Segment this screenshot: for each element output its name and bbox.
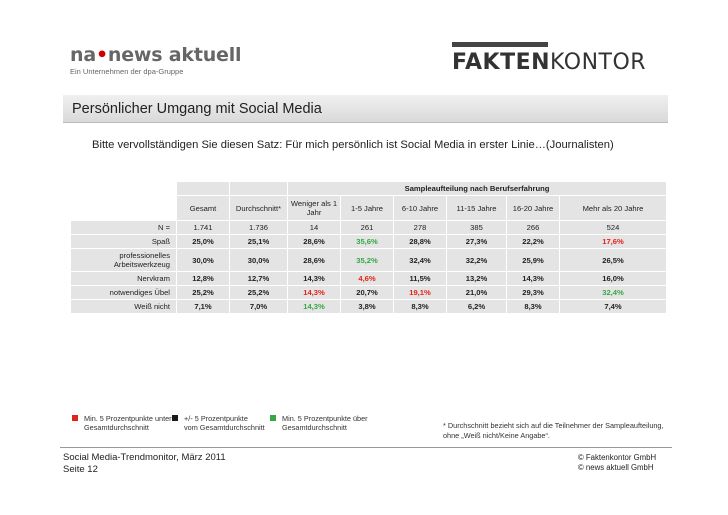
legend-line-1: Min. 5 Prozentpunkte über xyxy=(282,414,368,423)
logo-left-dot: • xyxy=(95,44,108,66)
column-header: Mehr als 20 Jahre xyxy=(560,196,667,221)
table-cell: 32,4% xyxy=(560,286,667,300)
table-cell: 11,5% xyxy=(394,272,447,286)
legend-swatch xyxy=(72,415,78,421)
table-cell: 32,4% xyxy=(394,249,447,272)
row-label: notwendiges Übel xyxy=(71,286,177,300)
legend-line-2: Gesamtdurchschnitt xyxy=(282,423,347,432)
column-header: Weniger als 1 Jahr xyxy=(288,196,341,221)
legend-line-1: Min. 5 Prozentpunkte unter xyxy=(84,414,172,423)
table-cell: 3,8% xyxy=(341,300,394,314)
footnote-line-1: * Durchschnitt bezieht sich auf die Teilnehmer der Sampleaufteilung, xyxy=(443,421,664,430)
table-cell: 29,3% xyxy=(507,286,560,300)
row-label: Weiß nicht xyxy=(71,300,177,314)
table-cell: 14,3% xyxy=(288,300,341,314)
logo-right-bold: FAKTEN xyxy=(452,50,551,75)
table-cell: 21,0% xyxy=(447,286,507,300)
table-cell: 19,1% xyxy=(394,286,447,300)
table-cell: 261 xyxy=(341,221,394,235)
table-cell: 28,6% xyxy=(288,235,341,249)
column-header: Gesamt xyxy=(177,196,230,221)
slide-title: Persönlicher Umgang mit Social Media xyxy=(72,101,322,117)
logo-right-light: KONTOR xyxy=(550,50,647,75)
table-cell: 35,2% xyxy=(341,249,394,272)
table-cell: 6,2% xyxy=(447,300,507,314)
footer-right xyxy=(578,453,656,473)
table-cell: 14 xyxy=(288,221,341,235)
legend-line-1: +/- 5 Prozentpunkte xyxy=(184,414,248,423)
footer-copyright-1: © Faktenkontor GmbH xyxy=(578,453,657,462)
table-row xyxy=(71,286,667,300)
table-cell: 25,2% xyxy=(177,286,230,300)
table-cell: 22,2% xyxy=(507,235,560,249)
group-header: Sampleaufteilung nach Berufserfahrung xyxy=(288,182,667,196)
table-cell: 16,0% xyxy=(560,272,667,286)
table-cell: 27,3% xyxy=(447,235,507,249)
table-cell: 25,2% xyxy=(230,286,288,300)
table-cell: 14,3% xyxy=(507,272,560,286)
table-cell: 13,2% xyxy=(447,272,507,286)
row-label: Nervkram xyxy=(71,272,177,286)
table-cell: 7,4% xyxy=(560,300,667,314)
legend-swatch xyxy=(172,415,178,421)
logo-left-post: news aktuell xyxy=(107,44,242,66)
table-cell: 26,5% xyxy=(560,249,667,272)
table-row xyxy=(71,235,667,249)
news-aktuell-logo xyxy=(70,44,260,84)
table-cell: 35,6% xyxy=(341,235,394,249)
footnote-line-2: ohne „Weiß nicht/Keine Angabe“. xyxy=(443,431,550,440)
legend-swatch xyxy=(270,415,276,421)
table-cell: 14,3% xyxy=(288,272,341,286)
results-table xyxy=(70,181,666,314)
table-cell: 28,8% xyxy=(394,235,447,249)
legend-text xyxy=(282,414,368,432)
row-label: professionelles Arbeitswerkzeug xyxy=(71,249,177,272)
table-cell: 7,1% xyxy=(177,300,230,314)
footer-divider xyxy=(60,447,672,448)
row-label: N = xyxy=(71,221,177,235)
column-header: Durchschnitt* xyxy=(230,196,288,221)
legend-line-2: vom Gesamtdurchschnitt xyxy=(184,423,265,432)
legend-text xyxy=(184,414,265,432)
footer-source: Social Media-Trendmonitor, März 2011 xyxy=(63,452,226,463)
survey-question: Bitte vervollständigen Sie diesen Satz: Für mich persönlich ist Social Media in erster Linie…(Journalisten) xyxy=(92,139,614,151)
table-cell: 20,7% xyxy=(341,286,394,300)
table-cell: 8,3% xyxy=(507,300,560,314)
table-cell: 25,9% xyxy=(507,249,560,272)
table-cell: 266 xyxy=(507,221,560,235)
column-header: 11-15 Jahre xyxy=(447,196,507,221)
table-row xyxy=(71,300,667,314)
table-cell: 30,0% xyxy=(230,249,288,272)
legend-line-2: Gesamtdurchschnitt xyxy=(84,423,149,432)
table-cell: 4,6% xyxy=(341,272,394,286)
table-cell: 385 xyxy=(447,221,507,235)
footer-left xyxy=(63,452,226,476)
table-cell: 278 xyxy=(394,221,447,235)
table-row xyxy=(71,221,667,235)
table-cell: 30,0% xyxy=(177,249,230,272)
footer-copyright-2: © news aktuell GmbH xyxy=(578,463,654,472)
table-cell: 12,7% xyxy=(230,272,288,286)
logo-left-pre: na xyxy=(70,44,96,66)
table-cell: 14,3% xyxy=(288,286,341,300)
logo-left-tagline: Ein Unternehmen der dpa-Gruppe xyxy=(70,67,184,76)
footer-page: Seite 12 xyxy=(63,464,98,475)
group-header-row xyxy=(71,182,667,196)
footnote xyxy=(443,421,673,441)
row-label: Spaß xyxy=(71,235,177,249)
legend-text xyxy=(84,414,172,432)
table-cell: 25,0% xyxy=(177,235,230,249)
column-header: 1-5 Jahre xyxy=(341,196,394,221)
table-cell: 12,8% xyxy=(177,272,230,286)
table-cell: 7,0% xyxy=(230,300,288,314)
table-row xyxy=(71,249,667,272)
column-header: 6-10 Jahre xyxy=(394,196,447,221)
table-cell: 25,1% xyxy=(230,235,288,249)
title-band xyxy=(63,95,668,123)
table-cell: 1.736 xyxy=(230,221,288,235)
column-header-row xyxy=(71,196,667,221)
faktenkontor-logo xyxy=(452,42,648,82)
table-cell: 524 xyxy=(560,221,667,235)
table-cell: 17,6% xyxy=(560,235,667,249)
table-cell: 1.741 xyxy=(177,221,230,235)
table-cell: 28,6% xyxy=(288,249,341,272)
table-cell: 8,3% xyxy=(394,300,447,314)
table-cell: 32,2% xyxy=(447,249,507,272)
column-header: 16-20 Jahre xyxy=(507,196,560,221)
logo-right-bar xyxy=(452,42,548,47)
table-row xyxy=(71,272,667,286)
